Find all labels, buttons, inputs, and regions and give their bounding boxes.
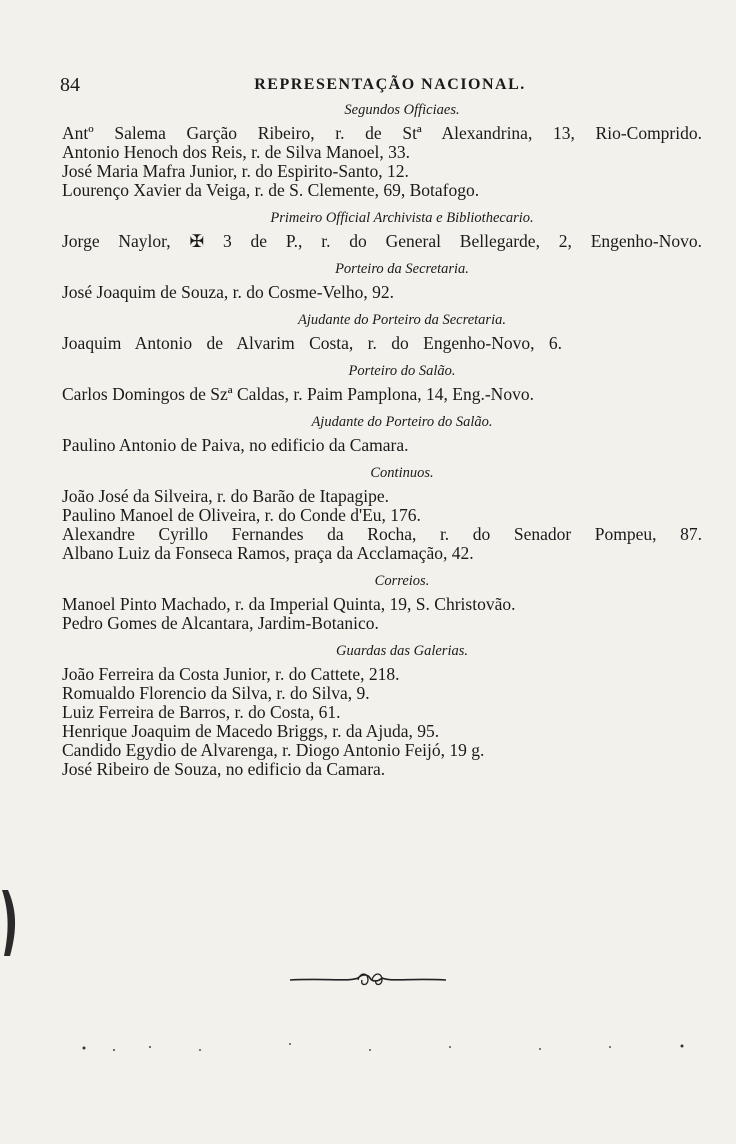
page-number: 84: [60, 74, 80, 96]
directory-entry: Luiz Ferreira de Barros, r. do Costa, 61.: [62, 702, 341, 722]
directory-entry: Antº Salema Garção Ribeiro, r. de Stª Alexandrina, 13, Rio-Comprido.: [62, 123, 702, 143]
section-heading: Porteiro do Salão.: [348, 363, 456, 379]
directory-entry: Carlos Domingos de Szª Caldas, r. Paim Pamplona, 14, Eng.-Novo.: [62, 384, 534, 404]
directory-entry: José Joaquim de Souza, r. do Cosme-Velho, 92.: [62, 282, 394, 302]
directory-entry: Pedro Gomes de Alcantara, Jardim-Botanico.: [62, 613, 379, 633]
directory-entry: Paulino Antonio de Paiva, no edificio da Camara.: [62, 435, 409, 455]
section-heading: Guardas das Galerias.: [336, 643, 468, 659]
section-heading: Ajudante do Porteiro do Salão.: [311, 414, 493, 430]
directory-entry: Lourenço Xavier da Veiga, r. de S. Clemente, 69, Botafogo.: [62, 180, 480, 200]
directory-entry: Joaquim Antonio de Alvarim Costa, r. do Engenho-Novo, 6.: [62, 333, 562, 353]
binding-shadow: [0, 888, 22, 958]
page-header: [60, 74, 700, 98]
section-heading: Ajudante do Porteiro da Secretaria.: [298, 312, 506, 328]
directory-entry: Candido Egydio de Alvarenga, r. Diogo Antonio Feijó, 19 g.: [62, 740, 485, 760]
ornamental-divider: [288, 968, 448, 988]
print-specks: [70, 1038, 690, 1056]
directory-entry: Romualdo Florencio da Silva, r. do Silva, 9.: [62, 683, 370, 703]
section-heading: Primeiro Official Archivista e Bibliothecario.: [270, 210, 534, 226]
directory-entry: Albano Luiz da Fonseca Ramos, praça da Acclamação, 42.: [62, 543, 474, 563]
directory-entry: Henrique Joaquim de Macedo Briggs, r. da Ajuda, 95.: [62, 721, 440, 741]
section-heading: Segundos Officiaes.: [344, 102, 460, 118]
directory-entry: José Maria Mafra Junior, r. do Espirito-Santo, 12.: [62, 161, 409, 181]
running-title: REPRESENTAÇÃO NACIONAL.: [254, 76, 526, 93]
directory-entry: João Ferreira da Costa Junior, r. do Cattete, 218.: [62, 664, 400, 684]
section-heading: Correios.: [374, 573, 430, 589]
directory-entry: José Ribeiro de Souza, no edificio da Camara.: [62, 759, 386, 779]
directory-entry: Jorge Naylor, ✠ 3 de P., r. do General Bellegarde, 2, Engenho-Novo.: [62, 231, 702, 251]
directory-entry: Paulino Manoel de Oliveira, r. do Conde d'Eu, 176.: [62, 505, 421, 525]
directory-entry: Manoel Pinto Machado, r. da Imperial Quinta, 19, S. Christovão.: [62, 594, 516, 614]
section-heading: Continuos.: [370, 465, 434, 481]
directory-entry: João José da Silveira, r. do Barão de Itapagipe.: [62, 486, 390, 506]
directory-entry: Alexandre Cyrillo Fernandes da Rocha, r. do Senador Pompeu, 87.: [62, 524, 702, 544]
staff-directory: [62, 100, 702, 779]
directory-entry: Antonio Henoch dos Reis, r. de Silva Manoel, 33.: [62, 142, 411, 162]
section-heading: Porteiro da Secretaria.: [335, 261, 469, 277]
